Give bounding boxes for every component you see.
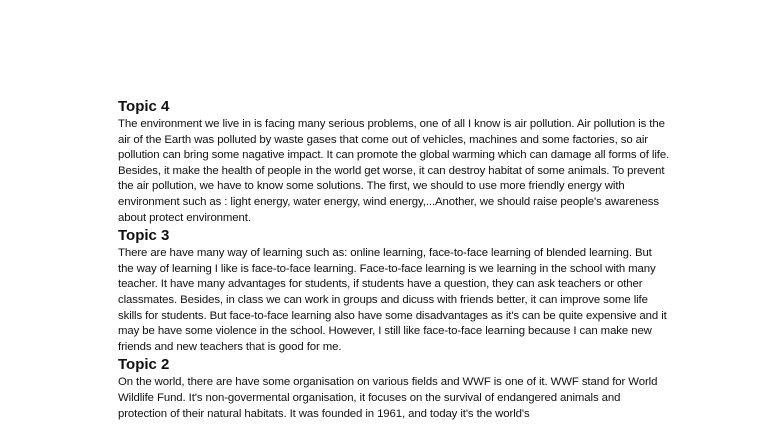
topic-paragraph: There are have many way of learning such as: online learning, face-to-face learning of blended learning. But the way of learning I like is face-to-face learning. Face-to-face learning is we learning in the school with many teacher. It have many advantages for students, if students have a question, they can ask teachers or other classmates. Besides, in class we can work in groups and dicuss with friends better, it can improve some life skills for students. But face-to-face learning also have some disadvantages as it's can be quite expensive and it may be have some violence in the school. However, I still like face-to-face learning because I can make new friends and new teachers that is good for me. bbox=[118, 247, 667, 353]
topic-heading: Topic 3 bbox=[118, 227, 170, 245]
topic-heading: Topic 4 bbox=[118, 98, 170, 115]
topic-4-section bbox=[118, 98, 670, 226]
topic-2-section bbox=[118, 356, 670, 422]
document-content bbox=[118, 98, 670, 423]
topic-3-section bbox=[118, 227, 670, 355]
topic-heading: Topic 2 bbox=[118, 356, 170, 374]
topic-paragraph: On the world, there are have some organisation on various fields and WWF is one of it. WWF stand for World Wildlife Fund. It's non-govermental organisation, it focuses on the survival of endangered animals and protection of their natural habitats. It was founded in 1961, and today it's the world's bbox=[118, 376, 658, 420]
topic-paragraph: The environment we live in is facing many serious problems, one of all I know is air pollution. Air pollution is the air of the Earth was polluted by waste gases that come out of vehicles, machines and some factories, so air pollution can bring some nagative impact. It can promote the global warming which can damage all forms of life. Besides, it make the health of people in the world get worse, it can destroy habitat of some animals. To prevent the air pollution, we have to know some solutions. The first, we should to use more friendly energy with environment such as : light energy, water energy, wind energy,...Another, we should raise people's awareness about protect environment. bbox=[118, 118, 670, 224]
